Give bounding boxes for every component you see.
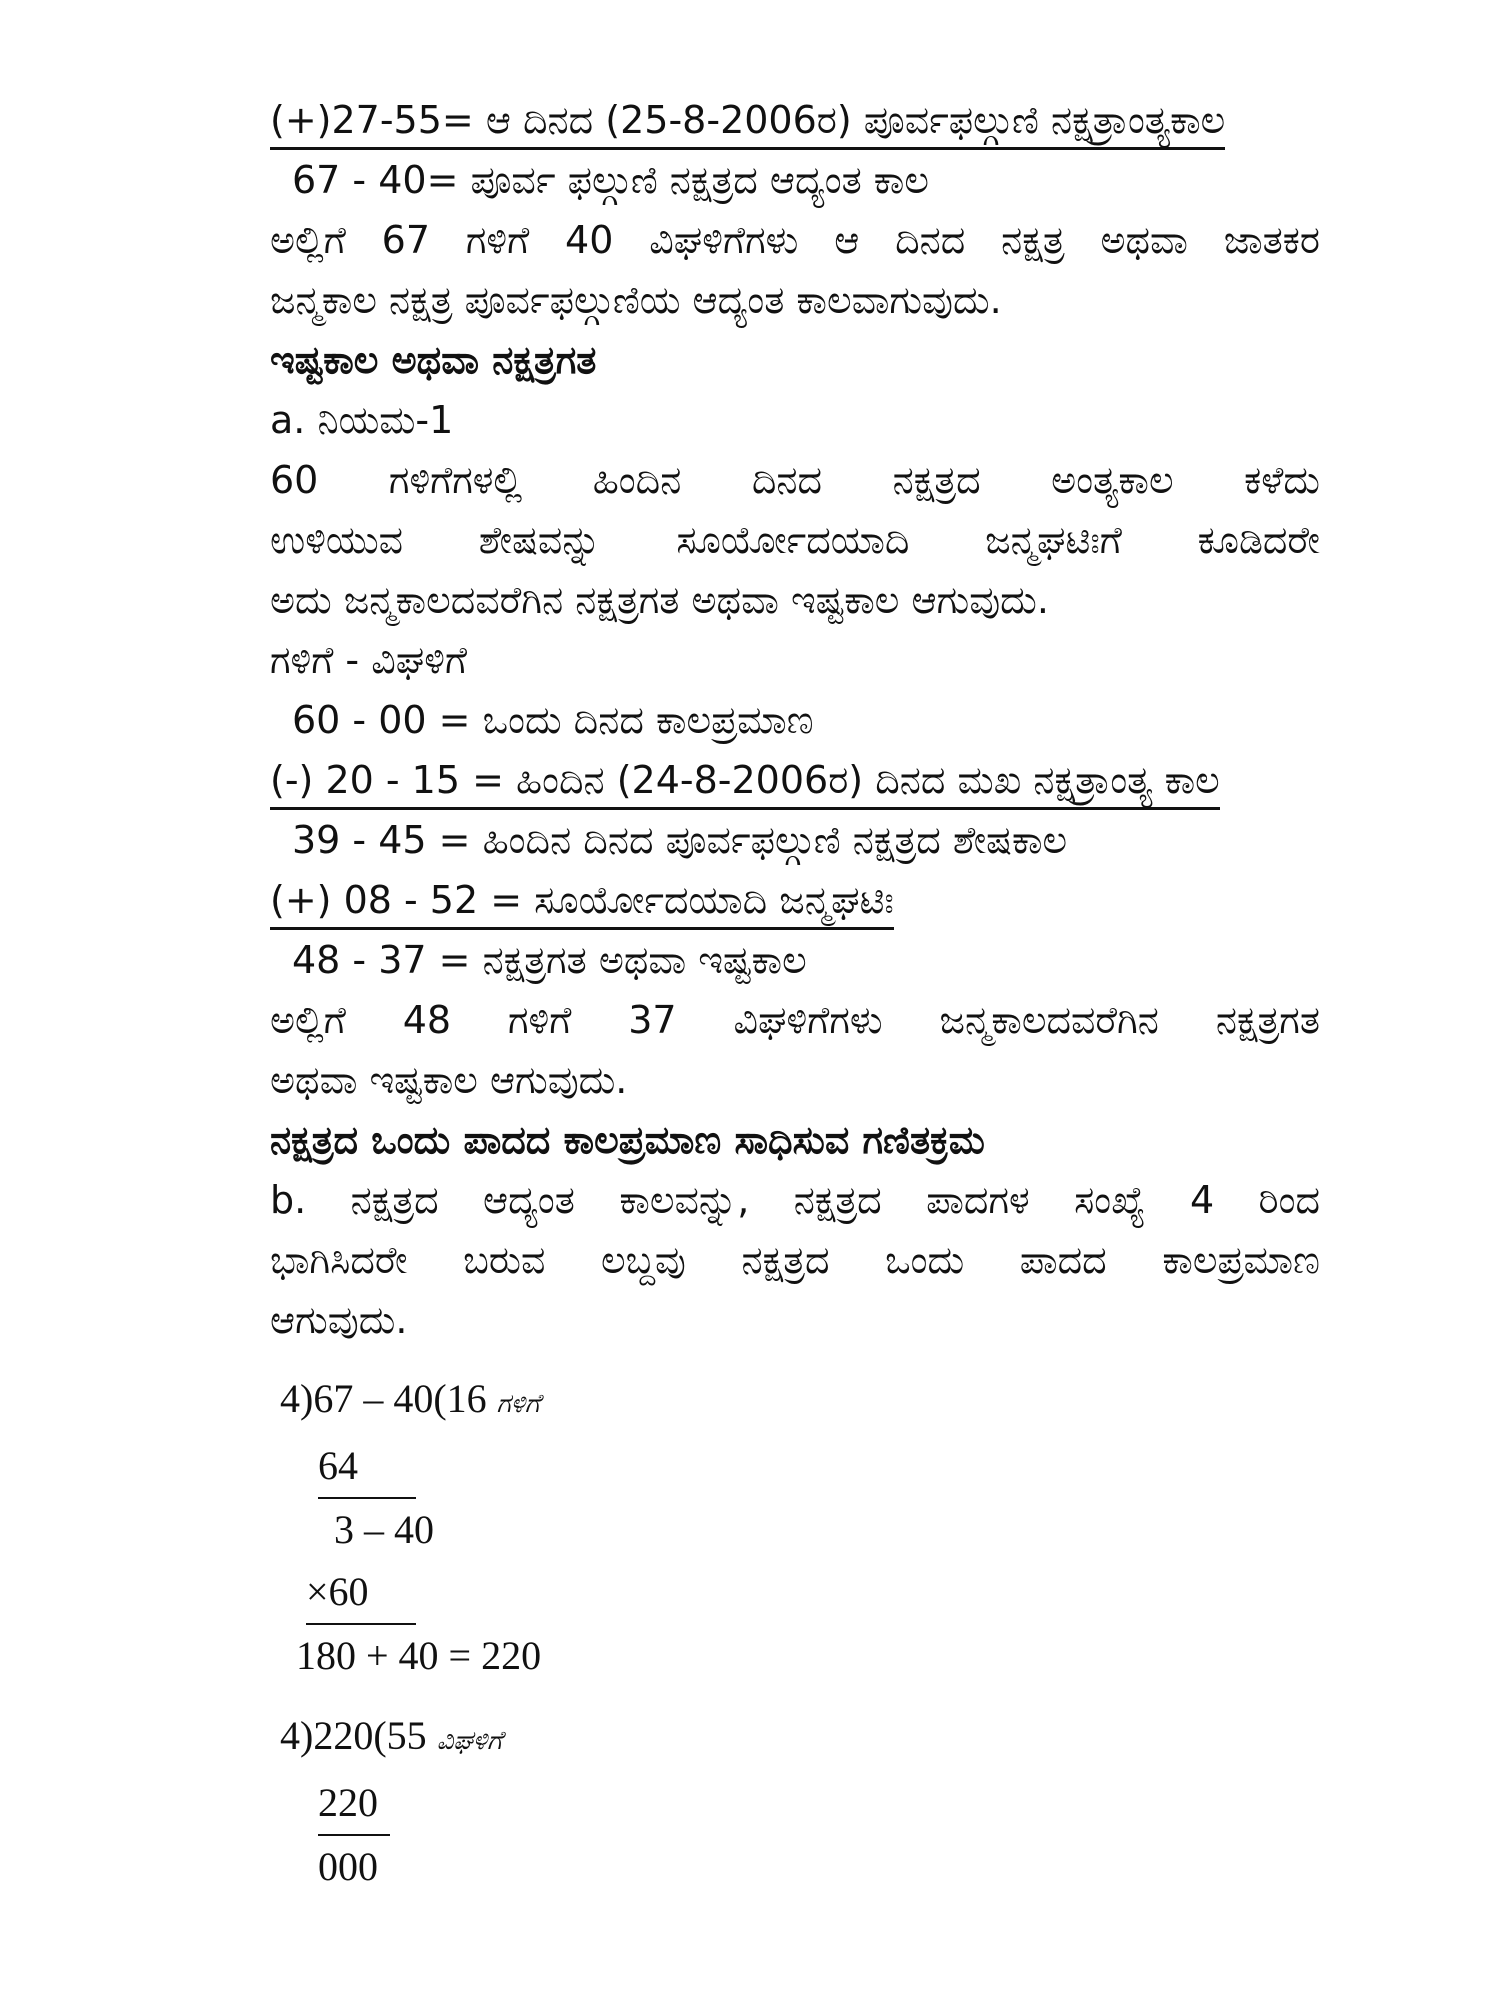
paragraph-line: ಜನ್ಮಕಾಲ ನಕ್ಷತ್ರ ಪೂರ್ವಫಲ್ಗುಣಿಯ ಆದ್ಯಂತ ಕಾಲವಾಗುವುದು.	[270, 278, 1002, 322]
calc-line-add: (+) 08 - 52 = ಸೂರ್ಯೋದಯಾದಿ ಜನ್ಮಘಟಿಃ	[270, 873, 894, 930]
section-heading: ನಕ್ಷತ್ರದ ಒಂದು ಪಾದದ ಕಾಲಪ್ರಮಾಣ ಸಾಧಿಸುವ ಗಣಿತಕ್ರಮ	[270, 1118, 985, 1162]
paragraph-line: ಉಳಿಯುವ ಶೇಷವನ್ನು ಸೂರ್ಯೋದಯಾದಿ ಜನ್ಮಘಟಿಃಗೆ ಕೂಡಿದರೇ	[270, 518, 1320, 562]
division-1-unit: ಗಳಿಗೆ	[496, 1389, 540, 1418]
units-label: ಗಳಿಗೆ - ವಿಘಳಿಗೆ	[270, 638, 468, 682]
paragraph-line: ಅಥವಾ ಇಷ್ಟಕಾಲ ಆಗುವುದು.	[270, 1058, 628, 1102]
calc-line-result: 48 - 37 = ನಕ್ಷತ್ರಗತ ಅಥವಾ ಇಷ್ಟಕಾಲ	[292, 938, 807, 982]
paragraph-line: ಅಲ್ಲಿಗೆ 48 ಗಳಿಗೆ 37 ವಿಘಳಿಗೆಗಳು ಜನ್ಮಕಾಲದವರೆಗಿನ ನಕ್ಷತ್ರಗತ	[270, 998, 1320, 1042]
division-2	[270, 1705, 1320, 1898]
division-1	[270, 1368, 1320, 1687]
calc-line-2: 67 - 40= ಪೂರ್ವ ಫಲ್ಗುಣಿ ನಕ್ಷತ್ರದ ಆದ್ಯಂತ ಕಾಲ	[292, 158, 929, 202]
rule-label: a. ನಿಯಮ-1	[270, 398, 454, 442]
page-content	[270, 90, 1320, 1898]
calc-line: 39 - 45 = ಹಿಂದಿನ ದಿನದ ಪೂರ್ವಫಲ್ಗುಣಿ ನಕ್ಷತ್ರದ ಶೇಷಕಾಲ	[292, 818, 1068, 862]
paragraph-line: ಆಗುವುದು.	[270, 1298, 408, 1342]
paragraph-line: b. ನಕ್ಷತ್ರದ ಆದ್ಯಂತ ಕಾಲವನ್ನು, ನಕ್ಷತ್ರದ ಪಾದಗಳ ಸಂಖ್ಯೆ 4 ರಿಂದ	[270, 1178, 1320, 1222]
division-2-unit: ವಿಘಳಿಗೆ	[436, 1726, 503, 1755]
paragraph-line: 60 ಗಳಿಗೆಗಳಲ್ಲಿ ಹಿಂದಿನ ದಿನದ ನಕ್ಷತ್ರದ ಅಂತ್ಯಕಾಲ ಕಳೆದು	[270, 458, 1320, 502]
calc-line-subtract: (-) 20 - 15 = ಹಿಂದಿನ (24-8-2006ರ) ದಿನದ ಮಖ ನಕ್ಷತ್ರಾಂತ್ಯ ಕಾಲ	[270, 753, 1220, 810]
division-1-sum: 180 + 40 = 220	[296, 1633, 542, 1678]
calc-line-1: (+)27-55= ಆ ದಿನದ (25-8-2006ರ) ಪೂರ್ವಫಲ್ಗುಣಿ ನಕ್ಷತ್ರಾಂತ್ಯಕಾಲ	[270, 93, 1225, 150]
paragraph-line: ಅಲ್ಲಿಗೆ 67 ಗಳಿಗೆ 40 ವಿಘಳಿಗೆಗಳು ಆ ದಿನದ ನಕ್ಷತ್ರ ಅಥವಾ ಜಾತಕರ	[270, 218, 1320, 262]
paragraph-line: ಭಾಗಿಸಿದರೇ ಬರುವ ಲಬ್ದವು ನಕ್ಷತ್ರದ ಒಂದು ಪಾದದ ಕಾಲಪ್ರಮಾಣ	[270, 1238, 1320, 1282]
section-heading: ಇಷ್ಟಕಾಲ ಅಥವಾ ನಕ್ಷತ್ರಗತ	[270, 338, 597, 382]
division-1-subtrahend: 64	[318, 1435, 416, 1499]
calc-line: 60 - 00 = ಒಂದು ದಿನದ ಕಾಲಪ್ರಮಾಣ	[292, 698, 814, 742]
division-2-remainder: 000	[318, 1844, 378, 1889]
division-1-expression: 4)67 – 40(16	[280, 1376, 487, 1421]
division-1-multiplier: ×60	[306, 1561, 416, 1625]
division-1-remainder: 3 – 40	[334, 1507, 434, 1552]
division-2-expression: 4)220(55	[280, 1713, 427, 1758]
paragraph-line: ಅದು ಜನ್ಮಕಾಲದವರೆಗಿನ ನಕ್ಷತ್ರಗತ ಅಥವಾ ಇಷ್ಟಕಾಲ ಆಗುವುದು.	[270, 578, 1049, 622]
division-2-subtrahend: 220	[318, 1772, 390, 1836]
